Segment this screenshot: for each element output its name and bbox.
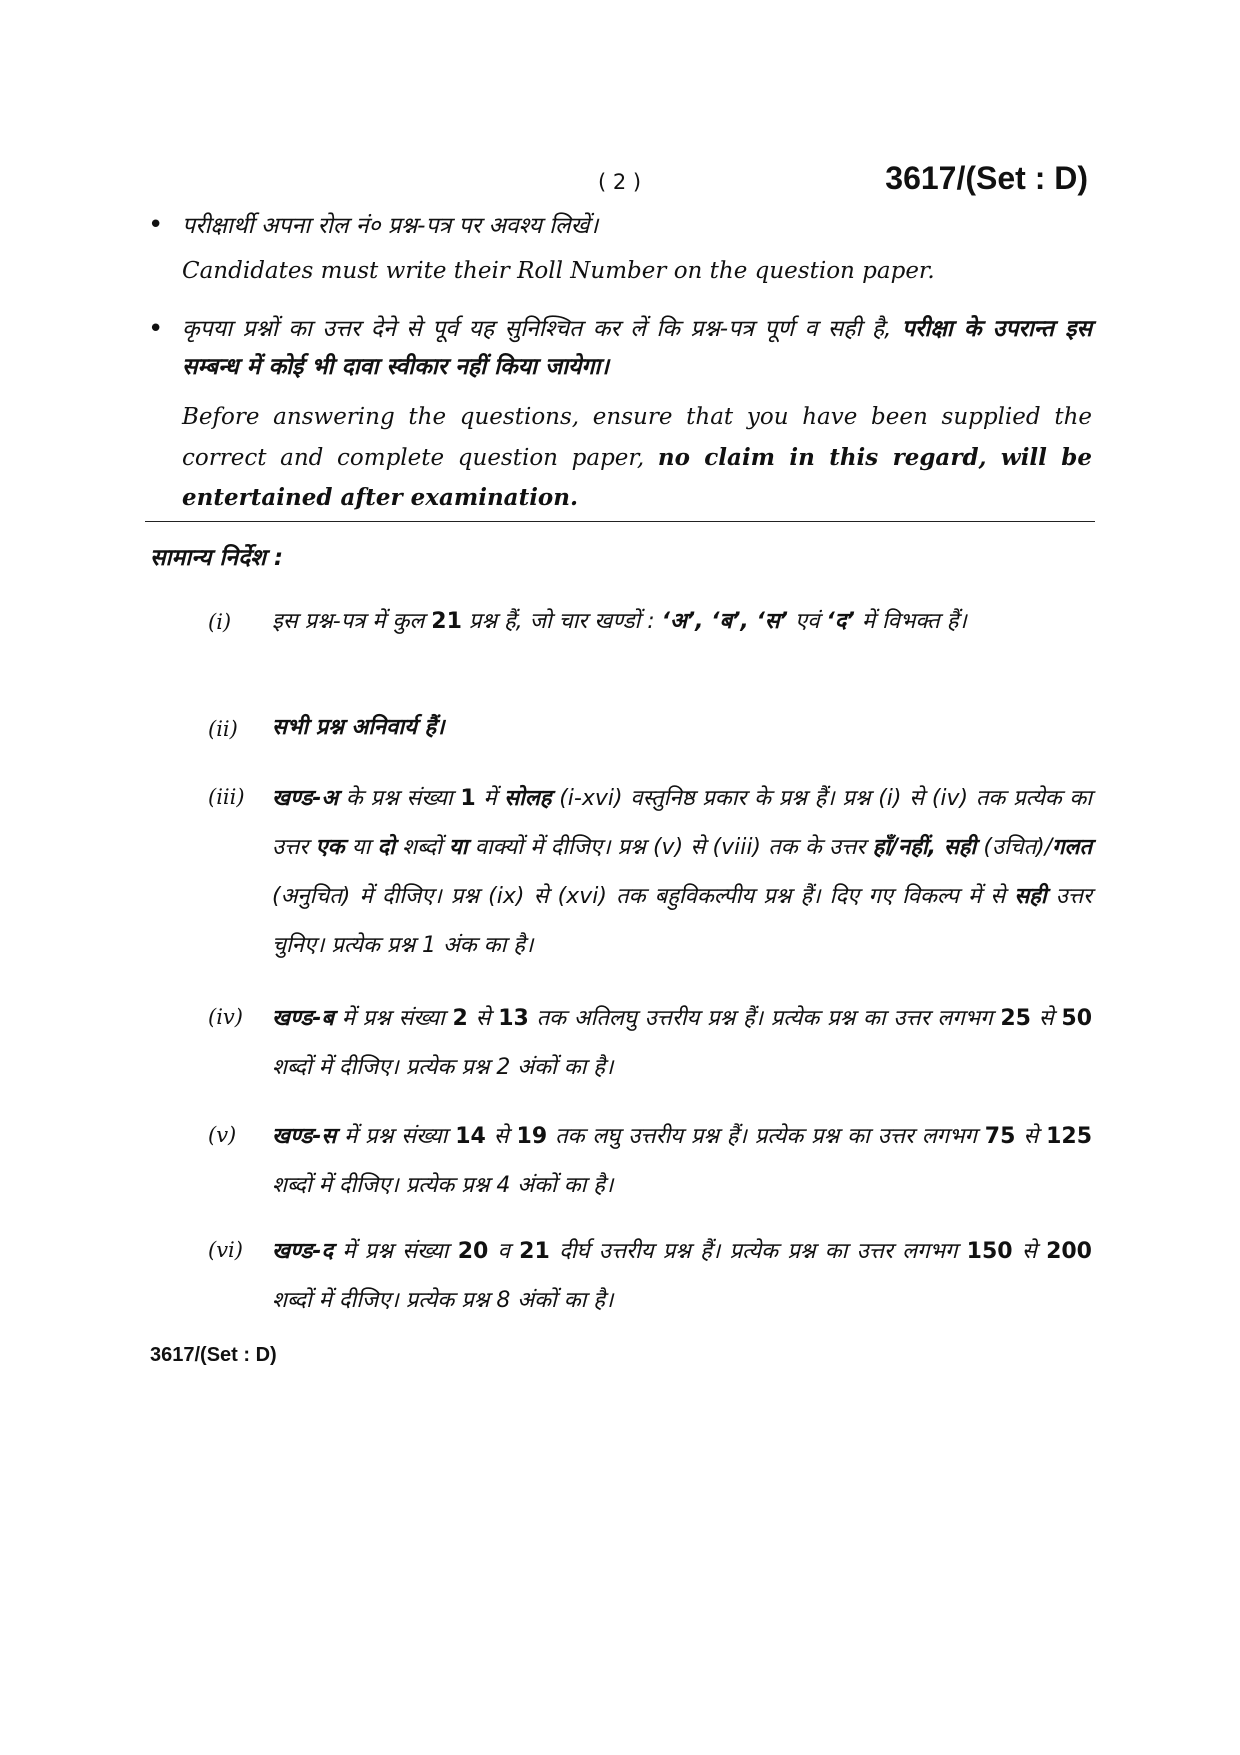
instruction-item	[272, 774, 1092, 970]
instruction-number-value: 50	[1061, 1006, 1093, 1031]
bullet-icon: •	[148, 314, 164, 344]
instruction-text-bold: एक	[315, 835, 345, 860]
note-verify-english-bold: no claim in this regard, will be entertained after examination.	[182, 443, 1092, 511]
section-label: खण्ड-द	[272, 1239, 334, 1264]
instruction-number: (i)	[208, 610, 232, 634]
instruction-text: वाक्यों में दीजिए। प्रश्न (v) से (viii) तक के उत्तर	[467, 835, 873, 860]
instruction-text-bold: सही	[1014, 884, 1047, 909]
section-label: खण्ड-स	[272, 1124, 337, 1149]
instruction-text: से	[1015, 1124, 1047, 1149]
note-verify-english-text: Before answering the questions, ensure that you have been supplied the correct and complete question paper,	[182, 404, 1092, 471]
instruction-text: व	[488, 1239, 520, 1264]
instruction-number: (ii)	[208, 717, 238, 741]
instruction-text: उत्तर चुनिए। प्रत्येक प्रश्न 1 अंक का है।	[272, 884, 1092, 958]
note-verify-hindi-bold: परीक्षा के उपरान्त इस सम्बन्ध में कोई भी दावा स्वीकार नहीं किया जायेगा।	[182, 316, 1092, 380]
instruction-number-value: 1	[460, 786, 476, 811]
instruction-text: दीर्घ उत्तरीय प्रश्न हैं। प्रत्येक प्रश्न का उत्तर लगभग	[549, 1239, 967, 1264]
instruction-item	[272, 1112, 1092, 1210]
instruction-text-bold: सोलह	[504, 786, 552, 811]
instruction-text: से	[467, 1006, 499, 1031]
instruction-text: में विभक्त हैं।	[854, 609, 967, 634]
instruction-text: तक अतिलघु उत्तरीय प्रश्न हैं। प्रत्येक प्रश्न का उत्तर लगभग	[528, 1006, 1001, 1031]
instruction-number: (v)	[208, 1123, 237, 1147]
instruction-number-value: 14	[455, 1124, 486, 1149]
instruction-text: (उचित)/	[976, 835, 1053, 860]
instruction-number-value: 200	[1046, 1239, 1092, 1264]
instruction-number-value: 19	[516, 1124, 548, 1149]
instruction-text-bold: या	[449, 835, 468, 860]
instruction-text: से	[485, 1124, 517, 1149]
note-verify-paper-hindi	[182, 310, 1092, 386]
section-labels: ‘अ’, ‘ब’, ‘स’	[661, 609, 789, 634]
instruction-text: (i-xvi) वस्तुनिष्ठ प्रकार के प्रश्न हैं। प्रश्न (i) से (iv) तक प्रत्येक का उत्तर	[272, 786, 1092, 860]
instruction-text: प्रश्न हैं, जो चार खण्डों :	[461, 609, 662, 634]
instruction-number: (vi)	[208, 1238, 243, 1262]
bullet-icon: •	[148, 210, 164, 240]
instruction-text: एवं	[788, 609, 827, 634]
note-verify-hindi-text: कृपया प्रश्नों का उत्तर देने से पूर्व यह सुनिश्चित कर लें कि प्रश्न-पत्र पूर्ण व सही है,	[182, 316, 892, 342]
instruction-item	[272, 1227, 1092, 1325]
instruction-number-value: 75	[984, 1124, 1016, 1149]
set-code-header: 3617/(Set : D)	[885, 160, 1088, 196]
instruction-number-value: 125	[1046, 1124, 1093, 1149]
instruction-text-bold: गलत	[1052, 835, 1093, 860]
general-instructions-heading: सामान्य निर्देश :	[150, 545, 284, 571]
instruction-number: (iv)	[208, 1005, 243, 1029]
instruction-text-bold: सभी प्रश्न अनिवार्य हैं।	[272, 715, 445, 740]
note-verify-paper-english	[182, 398, 1092, 519]
instruction-number-value: 25	[1000, 1006, 1031, 1031]
instruction-text: में	[475, 786, 505, 811]
instruction-text: (अनुचित) में दीजिए। प्रश्न (ix) से (xvi) तक बहुविकल्पीय प्रश्न हैं। दिए गए विकल्प में से	[272, 884, 1015, 909]
instruction-number-value: 20	[457, 1239, 489, 1264]
note-roll-number-english: Candidates must write their Roll Number on the question paper.	[182, 258, 935, 284]
instruction-text: से	[1012, 1239, 1047, 1264]
instruction-text: के प्रश्न संख्या	[338, 786, 461, 811]
set-code-footer: 3617/(Set : D)	[150, 1344, 277, 1366]
instruction-number: (iii)	[208, 785, 245, 809]
section-label: खण्ड-ब	[272, 1006, 334, 1031]
instruction-number-value: 21	[431, 609, 462, 634]
instruction-item	[272, 604, 1092, 640]
instruction-text: शब्दों में दीजिए। प्रत्येक प्रश्न 8 अंकों का है।	[272, 1288, 614, 1313]
section-label: ‘द’	[826, 609, 855, 634]
instruction-text: शब्दों में दीजिए। प्रत्येक प्रश्न 2 अंकों का है।	[272, 1055, 614, 1080]
instruction-item	[272, 994, 1092, 1092]
section-label: खण्ड-अ	[272, 786, 339, 811]
divider-line	[145, 521, 1095, 522]
instruction-text-bold: दो	[377, 835, 395, 860]
instruction-number-value: 21	[519, 1239, 550, 1264]
instruction-number-value: 13	[498, 1006, 529, 1031]
instruction-text-bold: हाँ/नहीं, सही	[872, 835, 977, 860]
instruction-text: में प्रश्न संख्या	[333, 1006, 453, 1031]
instruction-text: तक लघु उत्तरीय प्रश्न हैं। प्रत्येक प्रश्न का उत्तर लगभग	[547, 1124, 985, 1149]
instruction-item	[272, 710, 1092, 746]
instruction-text: में प्रश्न संख्या	[336, 1124, 456, 1149]
instruction-text: से	[1030, 1006, 1062, 1031]
instruction-number-value: 2	[452, 1006, 468, 1031]
instruction-text: इस प्रश्न-पत्र में कुल	[272, 609, 432, 634]
instruction-number-value: 150	[966, 1239, 1013, 1264]
note-roll-number-hindi: परीक्षार्थी अपना रोल नं० प्रश्न-पत्र पर अवश्य लिखें।	[182, 213, 599, 239]
instruction-text: शब्दों	[394, 835, 450, 860]
instruction-text: या	[344, 835, 378, 860]
instruction-text: में प्रश्न संख्या	[333, 1239, 458, 1264]
instruction-text: शब्दों में दीजिए। प्रत्येक प्रश्न 4 अंकों का है।	[272, 1173, 614, 1198]
page-number: ( 2 )	[598, 170, 642, 194]
